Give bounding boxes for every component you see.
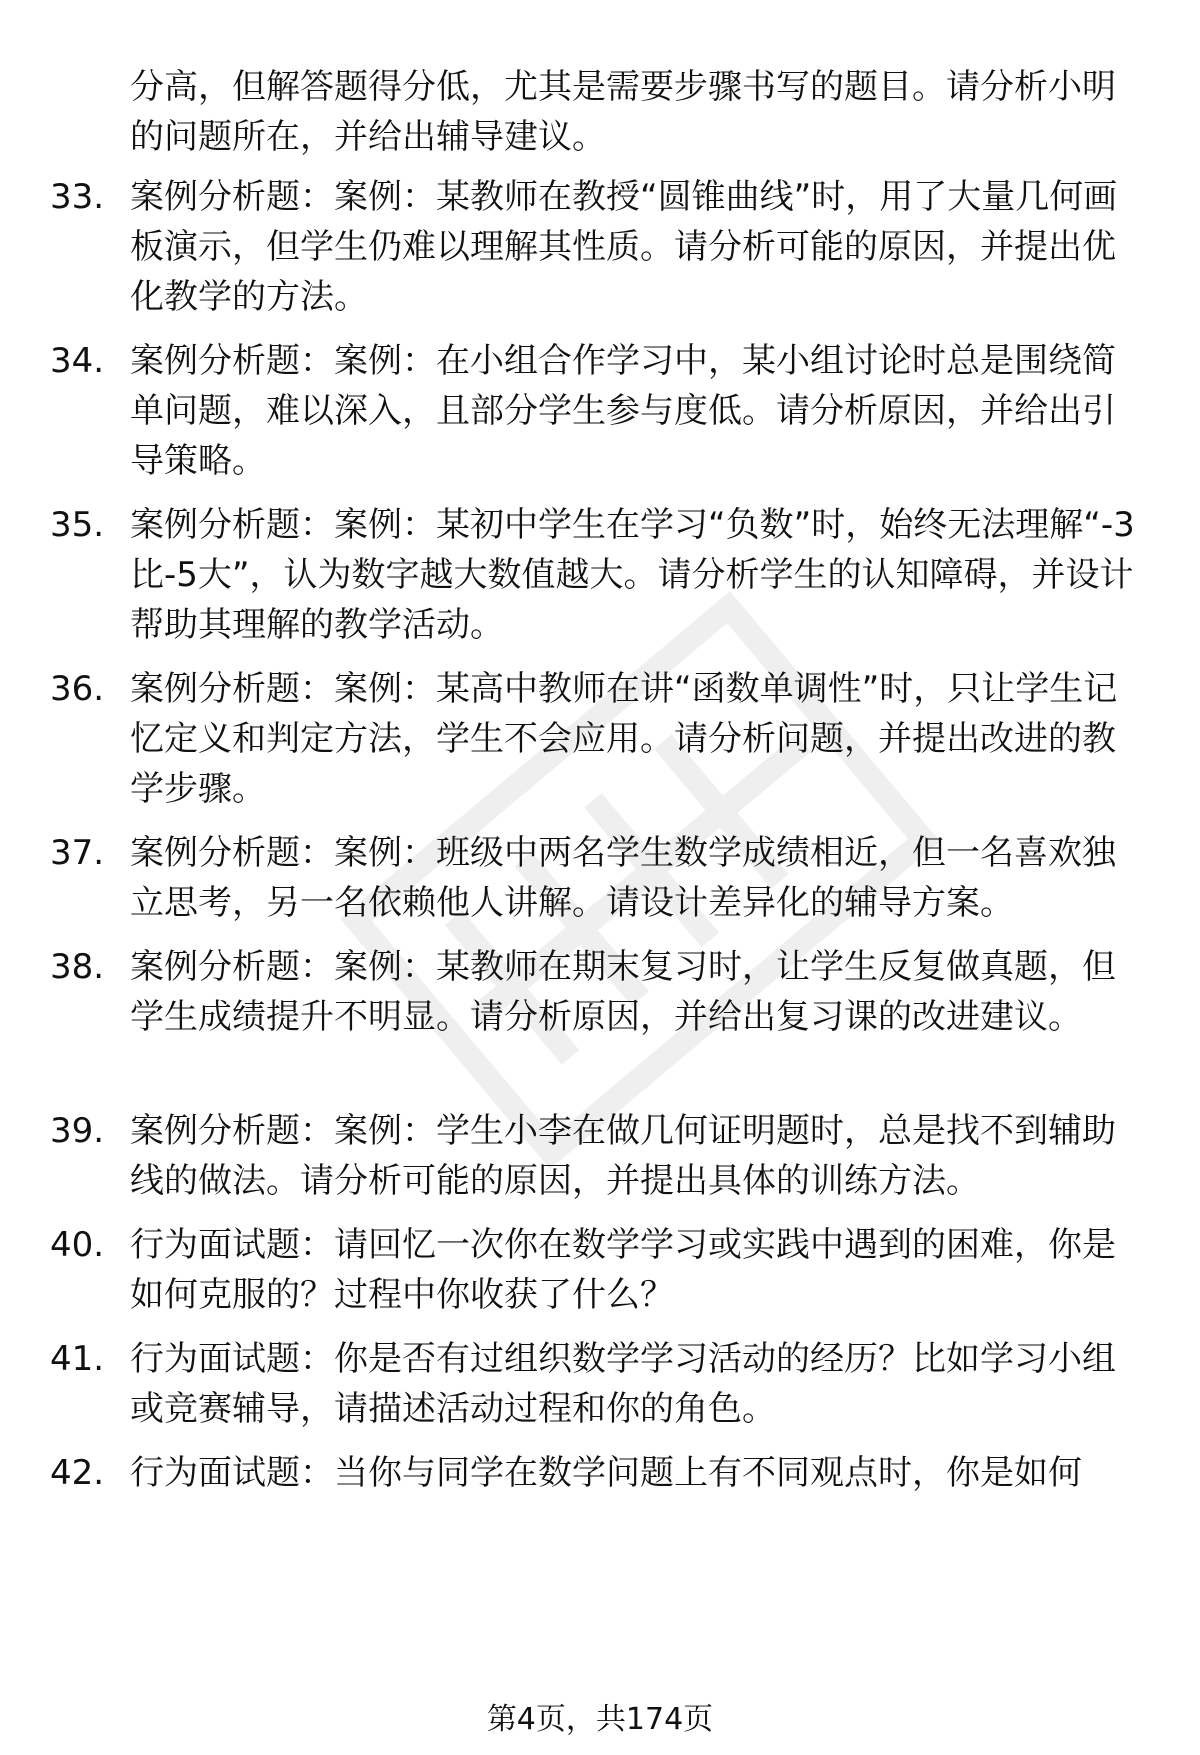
question-number: 33. <box>50 177 105 217</box>
question-38 <box>50 942 1140 1042</box>
question-34 <box>50 336 1140 486</box>
question-number: 35. <box>50 505 105 545</box>
question-41 <box>50 1334 1140 1434</box>
question-36 <box>50 664 1140 814</box>
question-40 <box>50 1220 1140 1320</box>
question-number: 39. <box>50 1111 105 1151</box>
question-text: 行为面试题：你是否有过组织数学学习活动的经历？比如学习小组或竞赛辅导，请描述活动过程和你的角色。 <box>130 1339 1116 1429</box>
question-number: 34. <box>50 341 105 381</box>
question-number: 40. <box>50 1225 105 1265</box>
question-text: 案例分析题：案例：某高中教师在讲“函数单调性”时，只让学生记忆定义和判定方法，学生不会应用。请分析问题，并提出改进的教学步骤。 <box>130 669 1118 809</box>
question-35 <box>50 500 1140 650</box>
question-33 <box>50 172 1140 322</box>
question-text: 案例分析题：案例：某初中学生在学习“负数”时，始终无法理解“-3比-5大”，认为数字越大数值越大。请分析学生的认知障碍，并设计帮助其理解的教学活动。 <box>130 505 1135 645</box>
question-39 <box>50 1106 1140 1206</box>
question-text: 案例分析题：案例：在小组合作学习中，某小组讨论时总是围绕简单问题，难以深入，且部分学生参与度低。请分析原因，并给出引导策略。 <box>130 341 1116 481</box>
question-text: 案例分析题：案例：班级中两名学生数学成绩相近，但一名喜欢独立思考，另一名依赖他人讲解。请设计差异化的辅导方案。 <box>130 833 1116 923</box>
question-number: 41. <box>50 1339 105 1379</box>
question-text: 行为面试题：请回忆一次你在数学学习或实践中遇到的困难，你是如何克服的？过程中你收获了什么？ <box>130 1225 1116 1315</box>
question-text: 行为面试题：当你与同学在数学问题上有不同观点时，你是如何 <box>130 1453 1082 1493</box>
page-footer: 第4页，共174页 <box>486 1702 714 1737</box>
question-number: 36. <box>50 669 105 709</box>
question-number: 42. <box>50 1453 105 1493</box>
question-number: 38. <box>50 947 105 987</box>
question-42 <box>50 1448 1140 1498</box>
question-32-continuation: 分高，但解答题得分低，尤其是需要步骤书写的题目。请分析小明的问题所在，并给出辅导建议。 <box>130 67 1116 157</box>
question-text: 案例分析题：案例：学生小李在做几何证明题时，总是找不到辅助线的做法。请分析可能的原因，并提出具体的训练方法。 <box>130 1111 1116 1201</box>
question-number: 37. <box>50 833 105 873</box>
question-37 <box>50 828 1140 928</box>
question-text: 案例分析题：案例：某教师在期末复习时，让学生反复做真题，但学生成绩提升不明显。请分析原因，并给出复习课的改进建议。 <box>130 947 1116 1037</box>
question-text: 案例分析题：案例：某教师在教授“圆锥曲线”时，用了大量几何画板演示，但学生仍难以理解其性质。请分析可能的原因，并提出优化教学的方法。 <box>130 177 1118 317</box>
